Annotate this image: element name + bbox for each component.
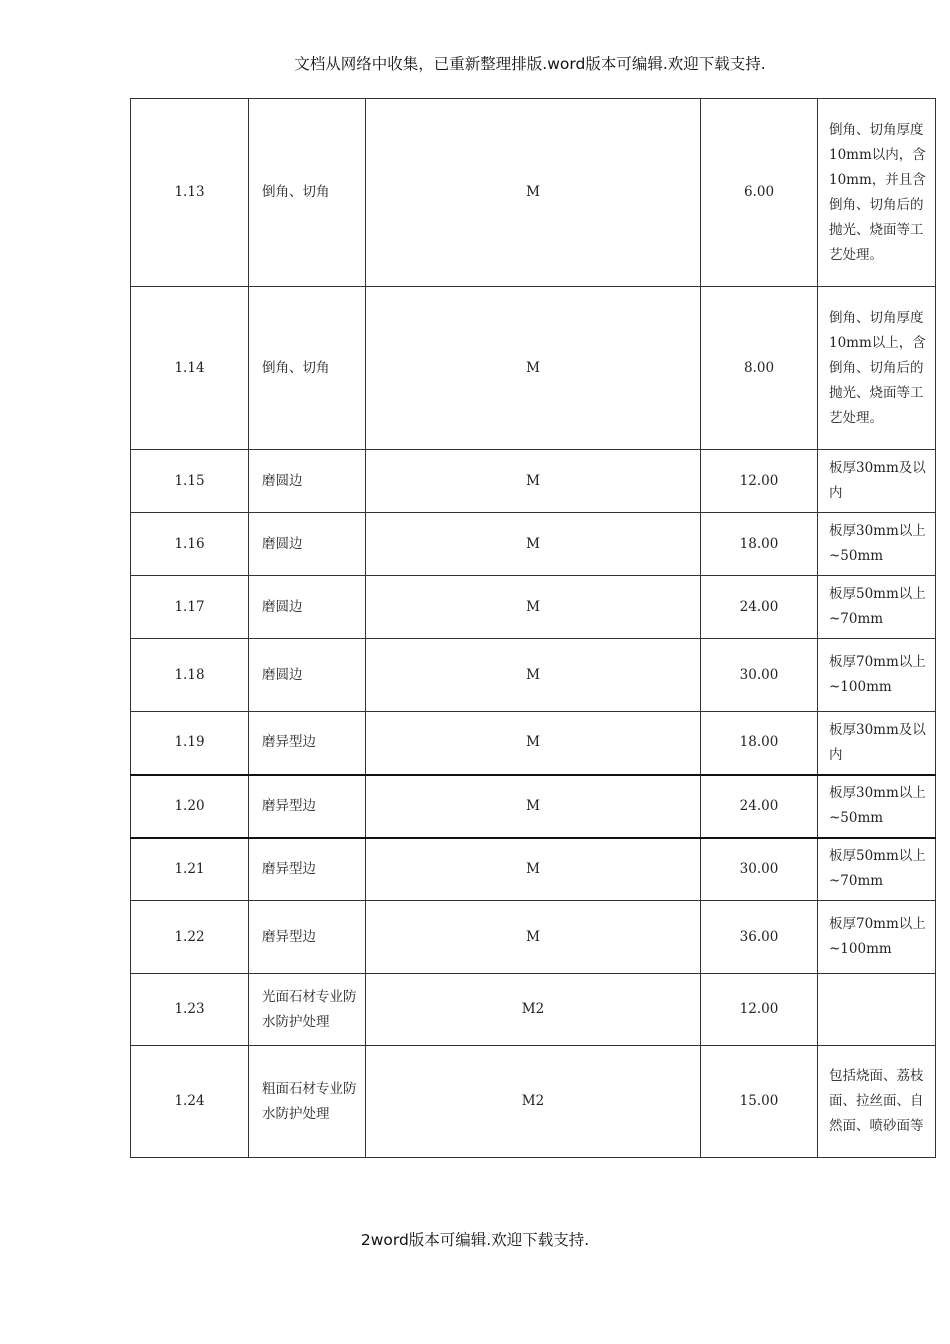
row-number: 1.15	[131, 450, 249, 513]
item-name: 光面石材专业防水防护处理	[249, 974, 366, 1046]
item-unit: M	[366, 639, 701, 712]
item-unit: M	[366, 450, 701, 513]
item-note	[818, 974, 936, 1046]
item-name: 磨异型边	[249, 712, 366, 775]
table-row	[131, 838, 936, 901]
item-name: 磨异型边	[249, 775, 366, 838]
row-number: 1.24	[131, 1046, 249, 1158]
item-name: 粗面石材专业防水防护处理	[249, 1046, 366, 1158]
item-note: 板厚30mm及以内	[818, 712, 936, 775]
item-unit: M	[366, 712, 701, 775]
price-table	[130, 98, 936, 1158]
item-name: 磨异型边	[249, 901, 366, 974]
item-price: 6.00	[701, 99, 818, 287]
item-note: 倒角、切角厚度10mm以内，含10mm，并且含倒角、切角后的抛光、烧面等工艺处理。	[818, 99, 936, 287]
item-unit: M	[366, 513, 701, 576]
item-price: 18.00	[701, 712, 818, 775]
row-number: 1.17	[131, 576, 249, 639]
item-unit: M	[366, 775, 701, 838]
item-name: 磨异型边	[249, 838, 366, 901]
table-row	[131, 712, 936, 775]
row-number: 1.23	[131, 974, 249, 1046]
item-name: 倒角、切角	[249, 287, 366, 450]
row-number: 1.22	[131, 901, 249, 974]
item-name: 磨圆边	[249, 639, 366, 712]
table-row	[131, 775, 936, 838]
item-price: 36.00	[701, 901, 818, 974]
item-note: 包括烧面、荔枝面、拉丝面、自然面、喷砂面等	[818, 1046, 936, 1158]
item-note: 倒角、切角厚度10mm以上，含倒角、切角后的抛光、烧面等工艺处理。	[818, 287, 936, 450]
table-row	[131, 513, 936, 576]
item-unit: M	[366, 838, 701, 901]
table-row	[131, 287, 936, 450]
item-price: 15.00	[701, 1046, 818, 1158]
item-unit: M2	[366, 1046, 701, 1158]
item-name: 倒角、切角	[249, 99, 366, 287]
table-row	[131, 450, 936, 513]
page-header-note: 文档从网络中收集，已重新整理排版.word版本可编辑.欢迎下载支持.	[294, 55, 766, 73]
row-number: 1.21	[131, 838, 249, 901]
row-number: 1.18	[131, 639, 249, 712]
item-note: 板厚70mm以上~100mm	[818, 901, 936, 974]
item-unit: M	[366, 99, 701, 287]
item-note: 板厚50mm以上~70mm	[818, 576, 936, 639]
item-price: 12.00	[701, 450, 818, 513]
item-price: 24.00	[701, 775, 818, 838]
item-price: 12.00	[701, 974, 818, 1046]
row-number: 1.16	[131, 513, 249, 576]
item-price: 30.00	[701, 838, 818, 901]
item-unit: M2	[366, 974, 701, 1046]
item-unit: M	[366, 576, 701, 639]
item-name: 磨圆边	[249, 450, 366, 513]
item-price: 24.00	[701, 576, 818, 639]
item-price: 18.00	[701, 513, 818, 576]
table-row	[131, 974, 936, 1046]
item-name: 磨圆边	[249, 513, 366, 576]
table-row	[131, 1046, 936, 1158]
row-number: 1.13	[131, 99, 249, 287]
item-note: 板厚70mm以上~100mm	[818, 639, 936, 712]
row-number: 1.20	[131, 775, 249, 838]
item-note: 板厚30mm以上~50mm	[818, 513, 936, 576]
table-row	[131, 576, 936, 639]
table-row	[131, 901, 936, 974]
item-name: 磨圆边	[249, 576, 366, 639]
item-unit: M	[366, 287, 701, 450]
table-row	[131, 99, 936, 287]
item-note: 板厚50mm以上~70mm	[818, 838, 936, 901]
row-number: 1.19	[131, 712, 249, 775]
table-row	[131, 639, 936, 712]
item-unit: M	[366, 901, 701, 974]
item-note: 板厚30mm以上~50mm	[818, 775, 936, 838]
item-price: 30.00	[701, 639, 818, 712]
row-number: 1.14	[131, 287, 249, 450]
item-note: 板厚30mm及以内	[818, 450, 936, 513]
page-footer-note: 2word版本可编辑.欢迎下载支持.	[360, 1231, 590, 1249]
item-price: 8.00	[701, 287, 818, 450]
